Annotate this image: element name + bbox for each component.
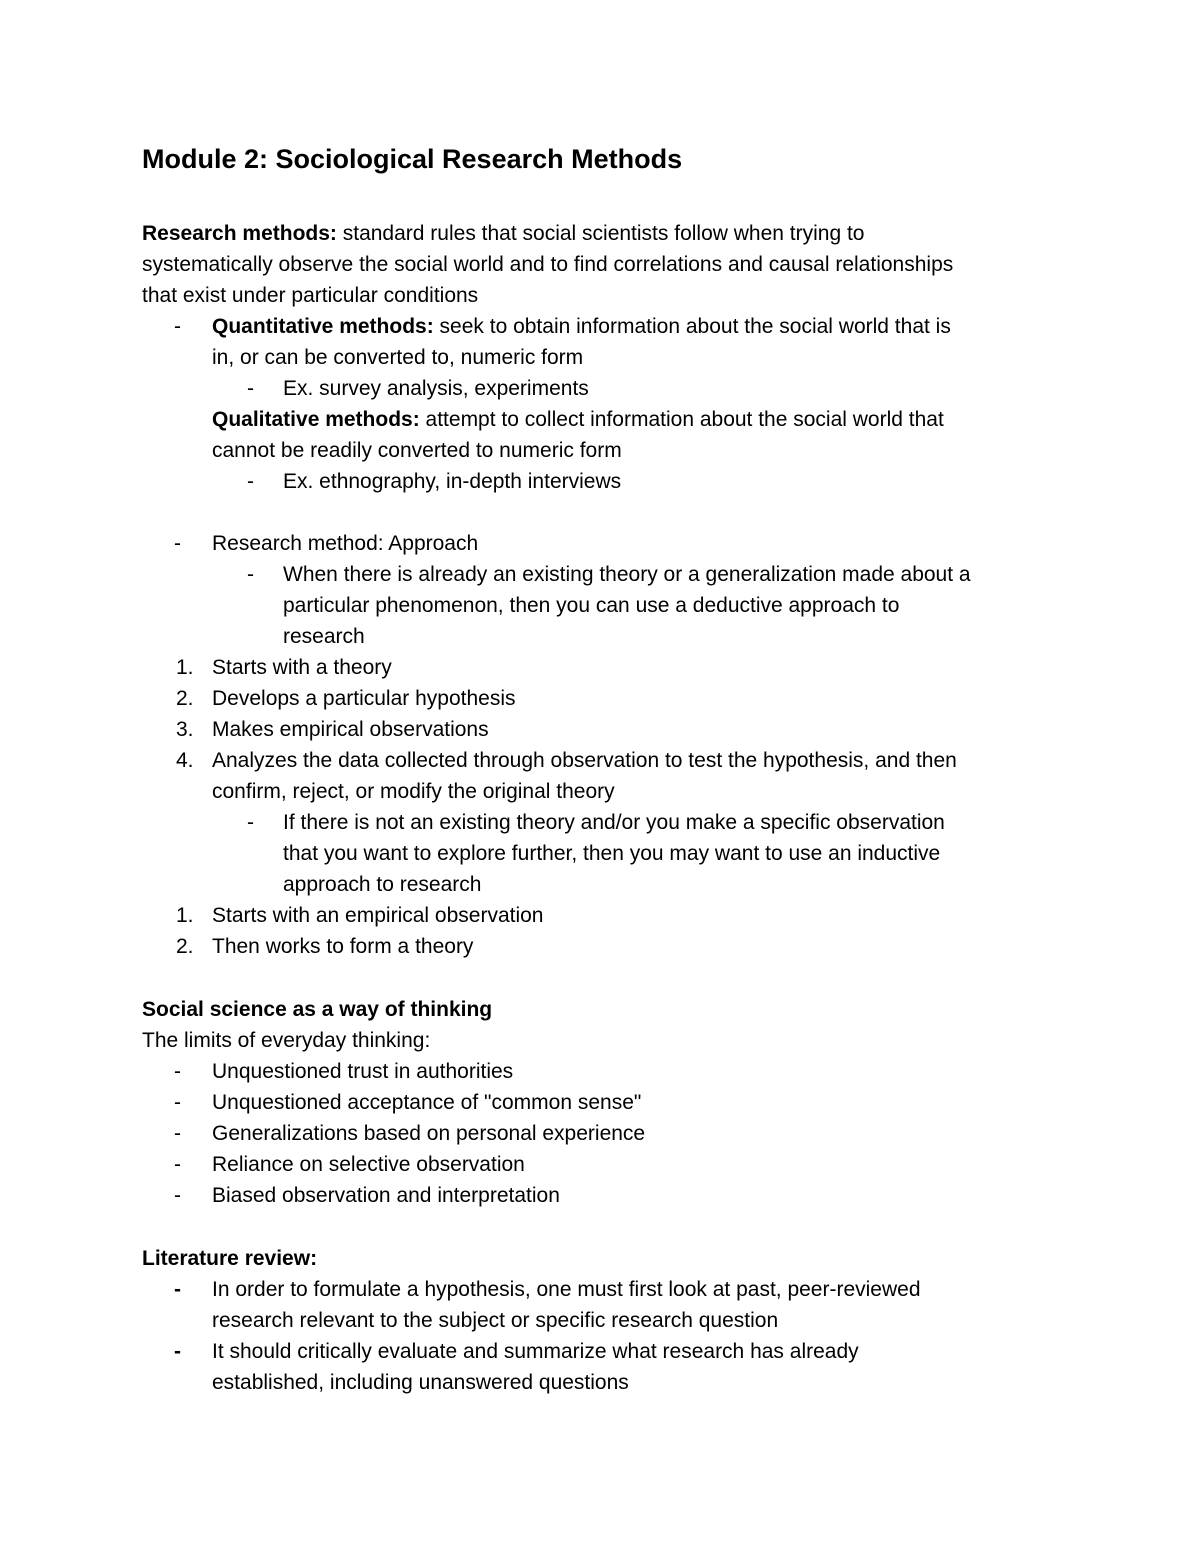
deductive-line-1: When there is already an existing theory or a generalization made about a — [283, 563, 971, 586]
research-methods-line-2: systematically observe the social world and to find correlations and causal relationships — [142, 253, 954, 276]
list-number: 4. — [176, 749, 194, 772]
quantitative-line-2: in, or can be converted to, numeric form — [212, 346, 584, 369]
page-title: Module 2: Sociological Research Methods — [142, 144, 683, 174]
bullet-dash: - — [174, 315, 181, 338]
list-number: 2. — [176, 687, 194, 710]
bullet-dash: - — [174, 1122, 181, 1145]
bullet-dash: - — [174, 1184, 181, 1207]
list-number: 1. — [176, 656, 194, 679]
bullet-dash: - — [174, 1278, 181, 1301]
approach-heading: Research method: Approach — [212, 532, 479, 555]
bullet-dash: - — [247, 563, 254, 586]
bullet-dash: - — [247, 470, 254, 493]
deductive-step: Analyzes the data collected through observation to test the hypothesis, and then — [212, 749, 957, 772]
bullet-dash: - — [174, 1091, 181, 1114]
inductive-line-1: If there is not an existing theory and/or you make a specific observation — [283, 811, 945, 834]
literature-item-2-line-2: established, including unanswered questions — [212, 1371, 629, 1394]
list-number: 1. — [176, 904, 194, 927]
bullet-dash: - — [174, 1060, 181, 1083]
deductive-step: Starts with a theory — [212, 656, 392, 679]
qualitative-line-1 — [212, 404, 944, 435]
limit-item: Unquestioned trust in authorities — [212, 1060, 514, 1083]
bullet-dash: - — [174, 532, 181, 555]
bullet-dash: - — [174, 1340, 181, 1363]
social-science-subheading: The limits of everyday thinking: — [142, 1029, 431, 1052]
limit-item: Biased observation and interpretation — [212, 1184, 560, 1207]
deductive-step: Develops a particular hypothesis — [212, 687, 516, 710]
limit-item: Reliance on selective observation — [212, 1153, 525, 1176]
quantitative-example: Ex. survey analysis, experiments — [283, 377, 589, 400]
research-methods-line-1 — [142, 218, 865, 249]
deductive-line-2: particular phenomenon, then you can use a deductive approach to — [283, 594, 900, 617]
social-science-heading: Social science as a way of thinking — [142, 998, 493, 1021]
research-methods-term: Research methods: — [142, 222, 337, 245]
literature-item-1-line-2: research relevant to the subject or specific research question — [212, 1309, 779, 1332]
literature-review-heading: Literature review: — [142, 1247, 318, 1270]
research-methods-line-3: that exist under particular conditions — [142, 284, 479, 307]
quantitative-definition: seek to obtain information about the social world that is — [433, 315, 951, 338]
bullet-dash: - — [247, 811, 254, 834]
bullet-dash: - — [174, 1153, 181, 1176]
inductive-step: Then works to form a theory — [212, 935, 474, 958]
qualitative-term: Qualitative methods: — [212, 408, 420, 431]
qualitative-example: Ex. ethnography, in-depth interviews — [283, 470, 622, 493]
list-number: 3. — [176, 718, 194, 741]
list-number: 2. — [176, 935, 194, 958]
quantitative-term: Quantitative methods: — [212, 315, 434, 338]
inductive-line-3: approach to research — [283, 873, 482, 896]
quantitative-line-1 — [212, 311, 951, 342]
deductive-step: Makes empirical observations — [212, 718, 489, 741]
bullet-dash: - — [247, 377, 254, 400]
limit-item: Unquestioned acceptance of "common sense" — [212, 1091, 642, 1114]
research-methods-definition: standard rules that social scientists follow when trying to — [336, 222, 865, 245]
inductive-line-2: that you want to explore further, then you may want to use an inductive — [283, 842, 941, 865]
qualitative-definition: attempt to collect information about the social world that — [419, 408, 944, 431]
inductive-step: Starts with an empirical observation — [212, 904, 544, 927]
literature-item-2-line-1: It should critically evaluate and summarize what research has already — [212, 1340, 859, 1363]
deductive-line-3: research — [283, 625, 365, 648]
literature-item-1-line-1: In order to formulate a hypothesis, one must first look at past, peer-reviewed — [212, 1278, 921, 1301]
qualitative-line-2: cannot be readily converted to numeric form — [212, 439, 622, 462]
limit-item: Generalizations based on personal experience — [212, 1122, 646, 1145]
deductive-step-continued: confirm, reject, or modify the original theory — [212, 780, 615, 803]
